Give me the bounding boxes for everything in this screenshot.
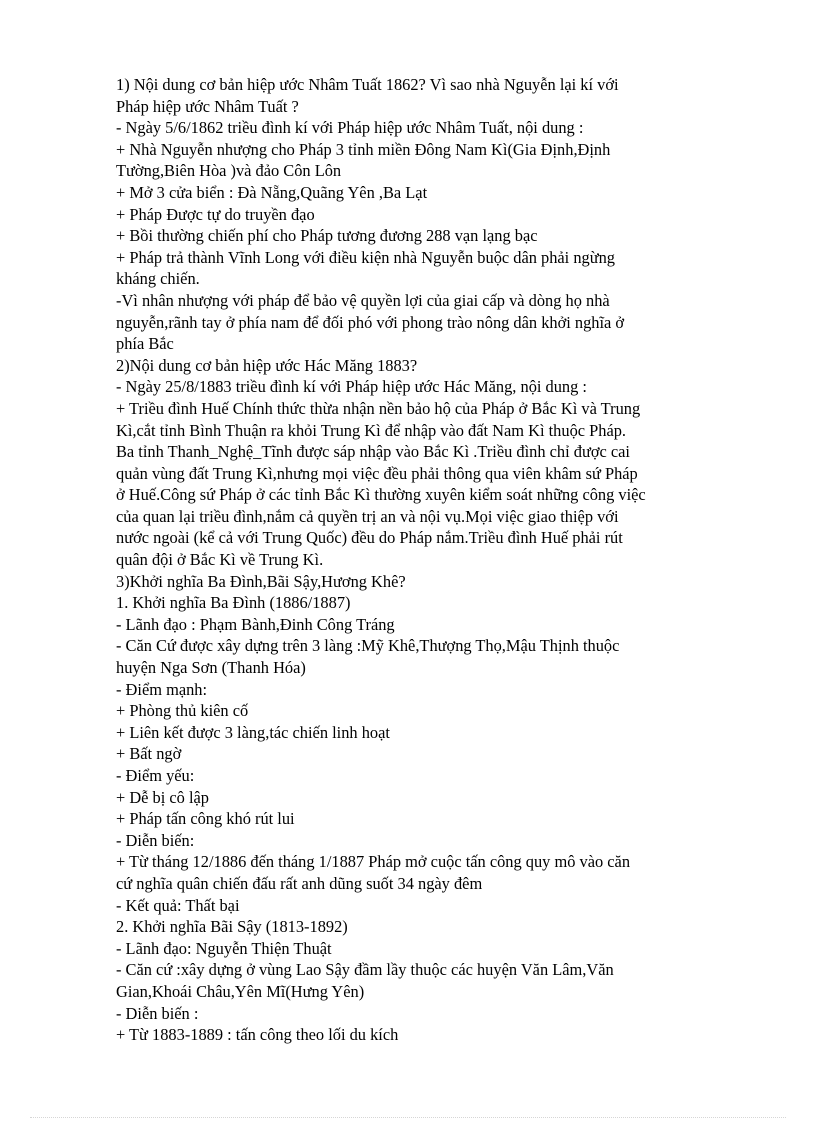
text-line: -Vì nhân nhượng với pháp để bảo vệ quyền lợi của giai cấp và dòng họ nhà [116,290,610,310]
text-line: - Ngày 5/6/1862 triều đình kí với Pháp hiệp ước Nhâm Tuất, nội dung : [116,118,584,138]
text-line: nguyễn,rãnh tay ở phía nam để đối phó với phong trào nông dân khởi nghĩa ở [116,312,625,332]
text-line: của quan lại triều đình,nắm cả quyền trị an và nội vụ.Mọi việc giao thiệp với [116,506,619,526]
text-line: + Triều đình Huế Chính thức thừa nhận nền bảo hộ của Pháp ở Bắc Kì và Trung [116,398,641,418]
text-line: - Điểm mạnh: [116,679,208,699]
text-line: 3)Khởi nghĩa Ba Đình,Bãi Sậy,Hương Khê? [116,571,406,591]
text-line: + Phòng thủ kiên cố [116,701,249,721]
text-line: 2)Nội dung cơ bản hiệp ước Hác Măng 1883? [116,355,418,375]
document-body [116,74,746,1046]
text-line: 1. Khởi nghĩa Ba Đình (1886/1887) [116,593,351,613]
text-line: huyện Nga Sơn (Thanh Hóa) [116,658,306,678]
text-line: + Bất ngờ [116,744,182,764]
text-line: + Pháp Được tự do truyền đạo [116,204,315,224]
text-line: + Liên kết được 3 làng,tác chiến linh hoạt [116,722,390,742]
text-line: + Bồi thường chiến phí cho Pháp tương đương 288 vạn lạng bạc [116,226,538,246]
text-line: nước ngoài (kể cả với Trung Quốc) đều do Pháp nắm.Triều đình Huế phải rút [116,528,623,548]
text-line: + Từ 1883-1889 : tấn công theo lối du kích [116,1025,399,1045]
text-line: quân đội ở Bắc Kì về Trung Kì. [116,550,324,570]
text-line: Pháp hiệp ước Nhâm Tuất ? [116,96,299,116]
text-line: - Căn Cứ được xây dựng trên 3 làng :Mỹ Khê,Thượng Thọ,Mậu Thịnh thuộc [116,636,620,656]
text-line: Ba tỉnh Thanh_Nghệ_Tĩnh được sáp nhập vào Bắc Kì .Triều đình chỉ được cai [116,442,630,462]
text-line: ở Huế.Công sứ Pháp ở các tỉnh Bắc Kì thường xuyên kiểm soát những công việc [116,485,646,505]
text-line: Gian,Khoái Châu,Yên Mĩ(Hưng Yên) [116,981,365,1001]
text-line: phía Bắc [116,334,174,354]
text-line: + Pháp tấn công khó rút lui [116,809,295,829]
text-line: - Ngày 25/8/1883 triều đình kí với Pháp hiệp ước Hác Măng, nội dung : [116,377,587,397]
text-line: + Nhà Nguyễn nhượng cho Pháp 3 tỉnh miền Đông Nam Kì(Gia Định,Định [116,139,611,159]
text-line: - Diễn biến : [116,1003,199,1023]
text-line: + Mở 3 cửa biển : Đà Nẵng,Quãng Yên ,Ba Lạt [116,182,428,202]
text-line: - Kết quả: Thất bại [116,895,240,915]
text-line: - Diễn biến: [116,830,195,850]
text-line: + Pháp trả thành Vĩnh Long với điều kiện nhà Nguyễn buộc dân phải ngừng [116,247,616,267]
text-line: cứ nghĩa quân chiến đấu rất anh dũng suốt 34 ngày đêm [116,873,483,893]
text-line: - Lãnh đạo: Nguyễn Thiện Thuật [116,938,332,958]
text-line: Tường,Biên Hòa )và đảo Côn Lôn [116,161,342,181]
text-line: - Điểm yếu: [116,766,195,785]
text-line: 1) Nội dung cơ bản hiệp ước Nhâm Tuất 1862? Vì sao nhà Nguyễn lại kí với [116,75,619,94]
text-line: + Từ tháng 12/1886 đến tháng 1/1887 Pháp mở cuộc tấn công quy mô vào căn [116,852,631,872]
text-line: Kì,cắt tỉnh Bình Thuận ra khỏi Trung Kì để nhập vào đất Nam Kì thuộc Pháp. [116,420,627,440]
text-line: quản vùng đất Trung Kì,nhưng mọi việc đều phải thông qua viên khâm sứ Pháp [116,463,638,483]
text-line: + Dễ bị cô lập [116,787,209,807]
text-line: - Lãnh đạo : Phạm Bành,Đinh Công Tráng [116,614,395,634]
page-bottom-rule [30,1117,786,1118]
text-line: 2. Khởi nghĩa Bãi Sậy (1813-1892) [116,917,348,937]
text-line: kháng chiến. [116,269,200,289]
text-line: - Căn cứ :xây dựng ở vùng Lao Sậy đầm lầy thuộc các huyện Văn Lâm,Văn [116,960,614,980]
